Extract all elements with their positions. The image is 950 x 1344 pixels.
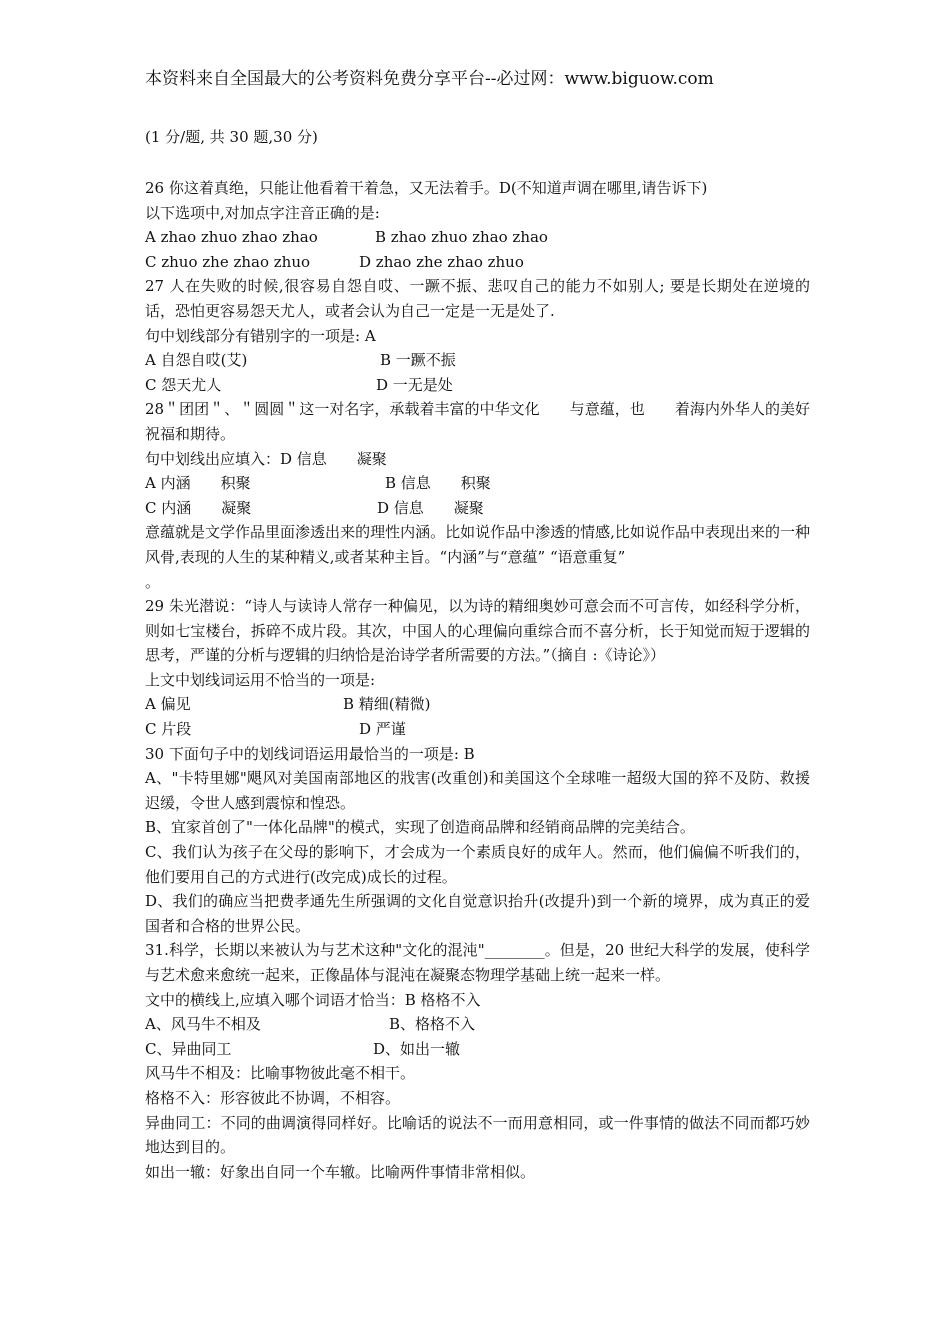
q29-stem: 29 朱光潜说：“诗人与读诗人常存一种偏见，以为诗的精细奥妙可意会而不可言传，如经科学分析，则如七宝楼台，拆碎不成片段。其次，中国人的心理偏向重综合而不喜分析，长于知觉而短于逻辑的思考，严谨的分析与逻辑的归纳恰是治诗学者所需要的方法。”（摘自 :《诗论》） [145, 597, 810, 665]
q26-stem: 26 你这着真绝，只能让他看着干着急，又无法着手。D(不知道声调在哪里,请告诉下) [145, 179, 708, 197]
q27-option-b: B 一蹶不振 [380, 351, 456, 370]
q27-prompt: 句中划线部分有错别字的一项是: A [145, 326, 376, 345]
q26-options-row1 [145, 225, 810, 250]
section-scoring: (1 分/题, 共 30 题,30 分) [145, 128, 318, 146]
q31-prompt: 文中的横线上,应填入哪个词语才恰当：B 格格不入 [145, 990, 481, 1009]
q27-stem: 27 人在失败的时候,很容易自怨自哎、一蹶不振、悲叹自己的能力不如别人; 要是长期处在逆境的话，恐怕更容易怨天尤人，或者会认为自己一定是一无是处了. [145, 277, 810, 320]
q27-options-row1 [145, 348, 810, 373]
q28-options-row1 [145, 471, 810, 496]
source-header: 本资料来自全国最大的公考资料免费分享平台--必过网：www.biguow.com [145, 69, 714, 89]
question-content [145, 176, 810, 1184]
q26-option-a: A zhao zhuo zhao zhao [145, 228, 318, 247]
q31-options-row1 [145, 1012, 810, 1037]
q30-option-d: D、我们的确应当把费孝通先生所强调的文化自觉意识抬升(改提升)到一个新的境界，成为真正的爱国者和合格的世界公民。 [145, 892, 810, 935]
q31-explanation-1: 风马牛不相及：比喻事物彼此毫不相干。 [145, 1064, 416, 1083]
q26-prompt: 以下选项中,对加点字注音正确的是: [145, 203, 380, 222]
q26-option-c: C zhuo zhe zhao zhuo [145, 252, 311, 271]
q31-stem: 31.科学，长期以来被认为与艺术这种"文化的混沌"________。但是，20 世纪大科学的发展，使科学与艺术愈来愈统一起来，正像晶体与混沌在凝聚态物理学基础上统一起来一样。 [145, 941, 810, 984]
q28-option-a: A 内涵 积聚 [145, 474, 251, 493]
q28-option-d: D 信息 凝聚 [377, 498, 484, 517]
q27-option-c: C 怨天尤人 [145, 375, 222, 394]
q31-option-b: B、格格不入 [389, 1015, 476, 1034]
q30-option-b: B、宜家首创了"一体化品牌"的模式，实现了创造商品牌和经销商品牌的完美结合。 [145, 818, 695, 837]
q28-stem: 28＂团团＂、＂圆圆＂这一对名字，承载着丰富的中华文化 与意蕴，也 着海内外华人的美好祝福和期待。 [145, 400, 810, 443]
q29-option-a: A 偏见 [145, 695, 191, 714]
q27-option-a: A 自怨自哎(艾) [145, 351, 248, 370]
q27-option-d: D 一无是处 [376, 375, 453, 394]
q28-option-b: B 信息 积聚 [385, 474, 491, 493]
q27-options-row2 [145, 373, 810, 398]
q30-option-a: A、"卡特里娜"飓风对美国南部地区的戕害(改重创)和美国这个全球唯一超级大国的猝不及防、救援迟缓，令世人感到震惊和惶恐。 [145, 769, 810, 812]
q31-option-d: D、如出一辙 [373, 1039, 461, 1058]
q29-options-row2 [145, 717, 810, 742]
q26-options-row2 [145, 250, 810, 275]
q29-option-c: C 片段 [145, 720, 192, 739]
q31-explanation-2: 格格不入：形容彼此不协调，不相容。 [145, 1088, 401, 1107]
q31-explanation-4: 如出一辙：好象出自同一个车辙。比喻两件事情非常相似。 [145, 1162, 536, 1181]
q29-options-row1 [145, 692, 810, 717]
q31-option-c: C、异曲同工 [145, 1039, 232, 1058]
q29-option-d: D 严谨 [359, 720, 406, 739]
q26-option-b: B zhao zhuo zhao zhao [375, 228, 548, 247]
q28-option-c: C 内涵 凝聚 [145, 498, 252, 517]
q28-prompt: 句中划线出应填入：D 信息 凝聚 [145, 449, 387, 468]
q31-option-a: A、风马牛不相及 [145, 1015, 261, 1034]
q31-explanation-3: 异曲同工：不同的曲调演得同样好。比喻话的说法不一而用意相同，或一件事情的做法不同而都巧妙地达到目的。 [145, 1113, 810, 1157]
q28-options-row2 [145, 496, 810, 521]
q26-option-d: D zhao zhe zhao zhuo [359, 252, 524, 271]
q28-explanation-end: 。 [145, 572, 161, 591]
q28-explanation: 意蕴就是文学作品里面渗透出来的理性内涵。比如说作品中渗透的情感,比如说作品中表现出来的一种风骨,表现的人生的某种精义,或者某种主旨。“内涵”与“意蕴” “语意重复” [145, 523, 810, 566]
q29-option-b: B 精细(精微) [343, 695, 431, 714]
q29-prompt: 上文中划线词运用不恰当的一项是: [145, 670, 376, 689]
q30-option-c: C、我们认为孩子在父母的影响下，才会成为一个素质良好的成年人。然而，他们偏偏不听我们的，他们要用自己的方式进行(改完成)成长的过程。 [145, 843, 810, 886]
q31-options-row2 [145, 1037, 810, 1062]
q30-stem: 30 下面句子中的划线词语运用最恰当的一项是: B [145, 744, 475, 763]
